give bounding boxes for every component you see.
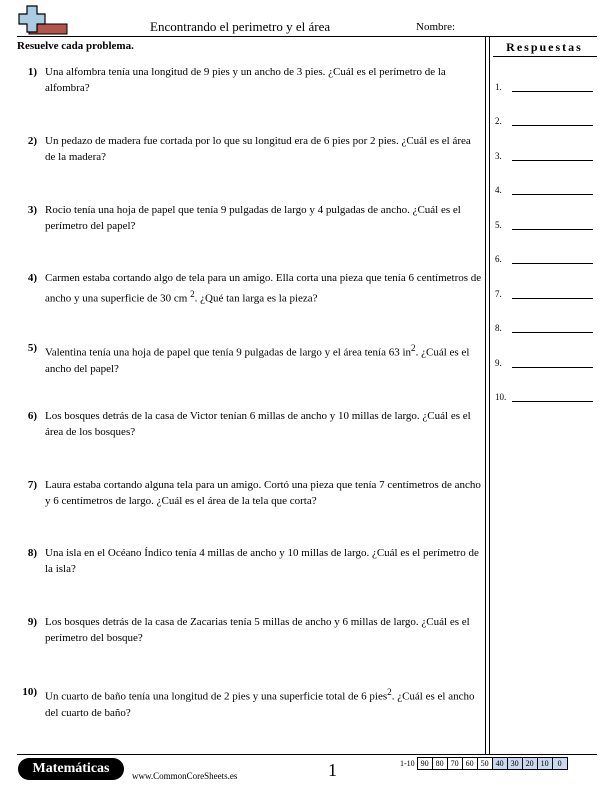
answer-line-2[interactable]: 2. (495, 112, 595, 126)
problem-number: 10) (22, 686, 37, 698)
answers-divider (493, 56, 597, 57)
score-cell: 0 (552, 758, 567, 770)
problem-number: 9) (27, 616, 37, 628)
answer-line-8[interactable]: 8. (495, 319, 595, 333)
score-cell: 70 (447, 758, 462, 770)
column-divider (485, 36, 490, 754)
score-cell: 20 (522, 758, 537, 770)
score-cell: 80 (432, 758, 447, 770)
score-range-label: 1-10 (400, 759, 415, 768)
name-label: Nombre: (416, 21, 456, 33)
problem-text: Una isla en el Océano Índico tenía 4 millas de ancho y 10 millas de largo. ¿Cuál es el perímetro de la isla? (45, 547, 479, 575)
problem-number: 4) (27, 272, 37, 284)
problem-text: Los bosques detrás de la casa de Zacarias tenía 5 millas de ancho y 6 millas de largo. ¿Cuál es el perímetro del bosque? (45, 616, 470, 644)
answer-line-4[interactable]: 4. (495, 181, 595, 195)
score-cell: 30 (507, 758, 522, 770)
problem-text: Laura estaba cortando alguna tela para un amigo. Cortó una pieza que tenía 7 centímetros de ancho y 6 centímetros de largo. ¿Cuál es el área de la tela que corta? (45, 479, 481, 507)
problem-text: Un pedazo de madera fue cortada por lo que su longitud era de 6 pies por 2 pies. ¿Cuál es el área de la madera? (45, 135, 471, 163)
problem-text: Los bosques detrás de la casa de Victor tenían 6 millas de ancho y 10 millas de largo. ¿Cuál es el área de los bosques? (45, 410, 471, 438)
header-divider (17, 36, 597, 37)
problem-number: 2) (27, 135, 37, 147)
answer-line-6[interactable]: 6. (495, 250, 595, 264)
score-cell: 10 (537, 758, 552, 770)
answer-line-3[interactable]: 3. (495, 147, 595, 161)
answers-title: Respuestas (506, 40, 583, 54)
problem-text: Un cuarto de baño tenía una longitud de 2 pies y una superficie total de 6 pies$^2$. ¿Cuál es el ancho del cuarto de baño? (45, 687, 475, 719)
answer-line-9[interactable]: 9. (495, 354, 595, 368)
problem-text: Rocio tenía una hoja de papel que tenía 9 pulgadas de largo y 4 pulgadas de ancho. ¿Cuál es el perímetro del papel? (45, 204, 461, 232)
answer-line-5[interactable]: 5. (495, 216, 595, 230)
answer-line-7[interactable]: 7. (495, 285, 595, 299)
answer-line-10[interactable]: 10. (495, 388, 595, 402)
score-cell: 60 (462, 758, 477, 770)
page-number: 1 (328, 760, 337, 780)
problem-number: 1) (27, 66, 37, 78)
page-title: Encontrando el perimetro y el área (150, 19, 331, 34)
score-cell: 40 (492, 758, 507, 770)
score-cell: 90 (417, 758, 432, 770)
footer-divider (17, 754, 597, 755)
logo-plus-icon (17, 4, 69, 38)
score-table (398, 757, 568, 770)
problem-text: Valentina tenía una hoja de papel que tenía 9 pulgadas de largo y el área tenía 63 $in^2$. ¿Cuál es el ancho del papel? (45, 343, 470, 375)
problem-number: 5) (27, 342, 37, 354)
problem-number: 7) (27, 479, 37, 491)
problem-text: Una alfombra tenía una longitud de 9 pies y un ancho de 3 pies. ¿Cuál es el perímetro de la alfombra? (45, 66, 446, 94)
problem-number: 3) (27, 204, 37, 216)
problem-number: 6) (27, 410, 37, 422)
problem-text: Carmen estaba cortando algo de tela para un amigo. Ella corta una pieza que tenía 6 centímetros de ancho y una superficie de 30 cm $^2$. ¿Qué tan larga es la pieza? (45, 272, 482, 305)
problem-number: 8) (27, 547, 37, 559)
brand-badge: Matemáticas (18, 758, 124, 780)
instructions: Resuelve cada problema. (17, 40, 134, 52)
score-cell: 50 (477, 758, 492, 770)
answer-line-1[interactable]: 1. (495, 78, 595, 92)
site-url: www.CommonCoreSheets.es (132, 771, 238, 781)
